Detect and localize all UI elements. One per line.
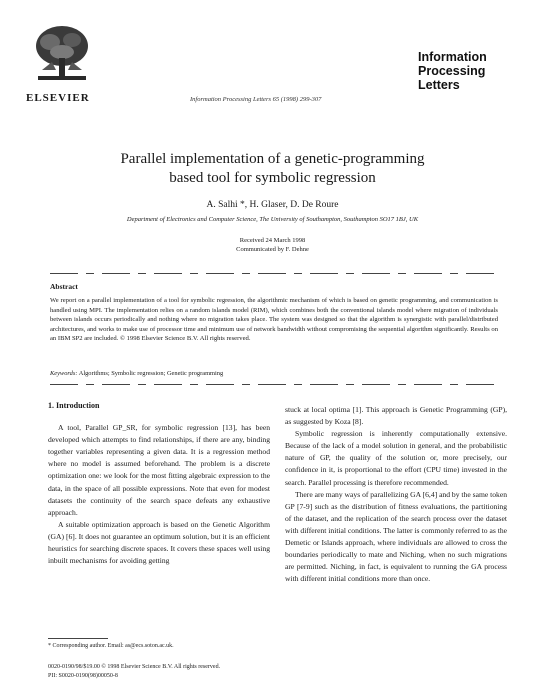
pii-line: PII: S0020-0190(98)00050-8: [48, 673, 118, 679]
title-line: based tool for symbolic regression: [169, 170, 376, 186]
elsevier-tree-logo-icon: [30, 22, 94, 86]
keywords-text: Algorithms; Symbolic regression; Genetic programming: [78, 370, 224, 377]
dates: [40, 236, 505, 254]
keywords: [50, 370, 223, 377]
paper-title: [40, 150, 505, 188]
received-date: Received 24 March 1998: [239, 237, 306, 244]
paragraph: Symbolic regression is inherently computationally extensive. Because of the lack of a model solution in general, and the probabilistic nature of GP, the quality of the solution or, more precisely, our confidence in it, is proportional to the effort (CPU time) invested in the search. Parallel processing is therefore recommended.: [285, 429, 507, 487]
journal-name: [418, 50, 528, 92]
copyright-line: 0020-0190/98/$19.00 © 1998 Elsevier Science B.V. All rights reserved.: [48, 664, 221, 670]
paragraph: A suitable optimization approach is based on the Genetic Algorithm (GA) [6]. It does not guarantee an optimum solution, but it is an efficient heuristics for searching discrete spaces. It covers these spaces well using inbuilt mechanisms for avoiding getting: [48, 519, 270, 566]
paragraph: There are many ways of parallelizing GA [6,4] and by the same token GP [7-9] such as the distribution of fitness evaluations, the partitioning of the dataset, and the replication of the search process over the dataset with different initial conditions. The latter is commonly referred to as the Demetic or Islands approach, where individuals are allowed to cross the boundaries periodically to mate and Niching, when no such migrations are permitted. Niching, in fact, is equivalent to running the GA process with different initial conditions more than once.: [285, 489, 507, 584]
divider: [50, 384, 500, 385]
footnote-rule: [48, 638, 108, 639]
journal-name-line: Letters: [418, 78, 460, 92]
title-line: Parallel implementation of a genetic-programming: [120, 151, 425, 167]
journal-reference: Information Processing Letters 65 (1998) 299-307: [190, 96, 322, 103]
section-heading: 1. Introduction: [48, 401, 100, 410]
paragraph: A tool, Parallel GP_SR, for symbolic regression [13], has been developed which attempts to find relationships, if there are any, binding together variables representing a given data. It is a regression method where no model is assumed beforehand. The problem is a discrete optimization one: we look for the most fitting algebraic expression to the data, in the space of all possible expressions. Note that even for modest datasets the continuity of the search space defeats any exhaustive approach.: [48, 423, 270, 517]
abstract-text: We report on a parallel implementation of a tool for symbolic regression, the algorithmic mechanism of which is based on genetic programming, and communication is handled using MPI. The implementation relies on a random islands model (RIM), which combines both the conventional islands model where migration of individuals between islands occurs periodically and nothing where no migration takes place. The system was designed so that the algorithm is synergistic with parallel/distributed architectures, and works to make use of processor time and minimum use of network bandwidth without compromising the sequential algorithm significantly. Results on an IBM SP2 are included. © 1998 Elsevier Science B.V. All rights reserved.: [50, 297, 498, 343]
footnote: * Corresponding author. Email: as@ecs.soton.ac.uk.: [48, 643, 174, 649]
copyright: [48, 663, 220, 681]
left-column: [48, 400, 270, 567]
journal-name-line: Processing: [418, 64, 486, 78]
abstract-heading: Abstract: [50, 282, 78, 291]
publisher-name: ELSEVIER: [26, 92, 90, 104]
paragraph: stuck at local optima [1]. This approach is Genetic Programming (GP), as suggested by Koza [8].: [285, 405, 507, 427]
communicated-by: Communicated by F. Dehne: [236, 246, 309, 253]
keywords-label: Keywords:: [50, 370, 78, 377]
divider: [50, 273, 500, 274]
right-column: [285, 404, 507, 585]
authors: A. Salhi *, H. Glaser, D. De Roure: [206, 200, 339, 210]
journal-name-line: Information: [418, 50, 487, 64]
affiliation: Department of Electronics and Computer Science, The University of Southampton, Southampton SO17 1BJ, UK: [126, 216, 419, 223]
